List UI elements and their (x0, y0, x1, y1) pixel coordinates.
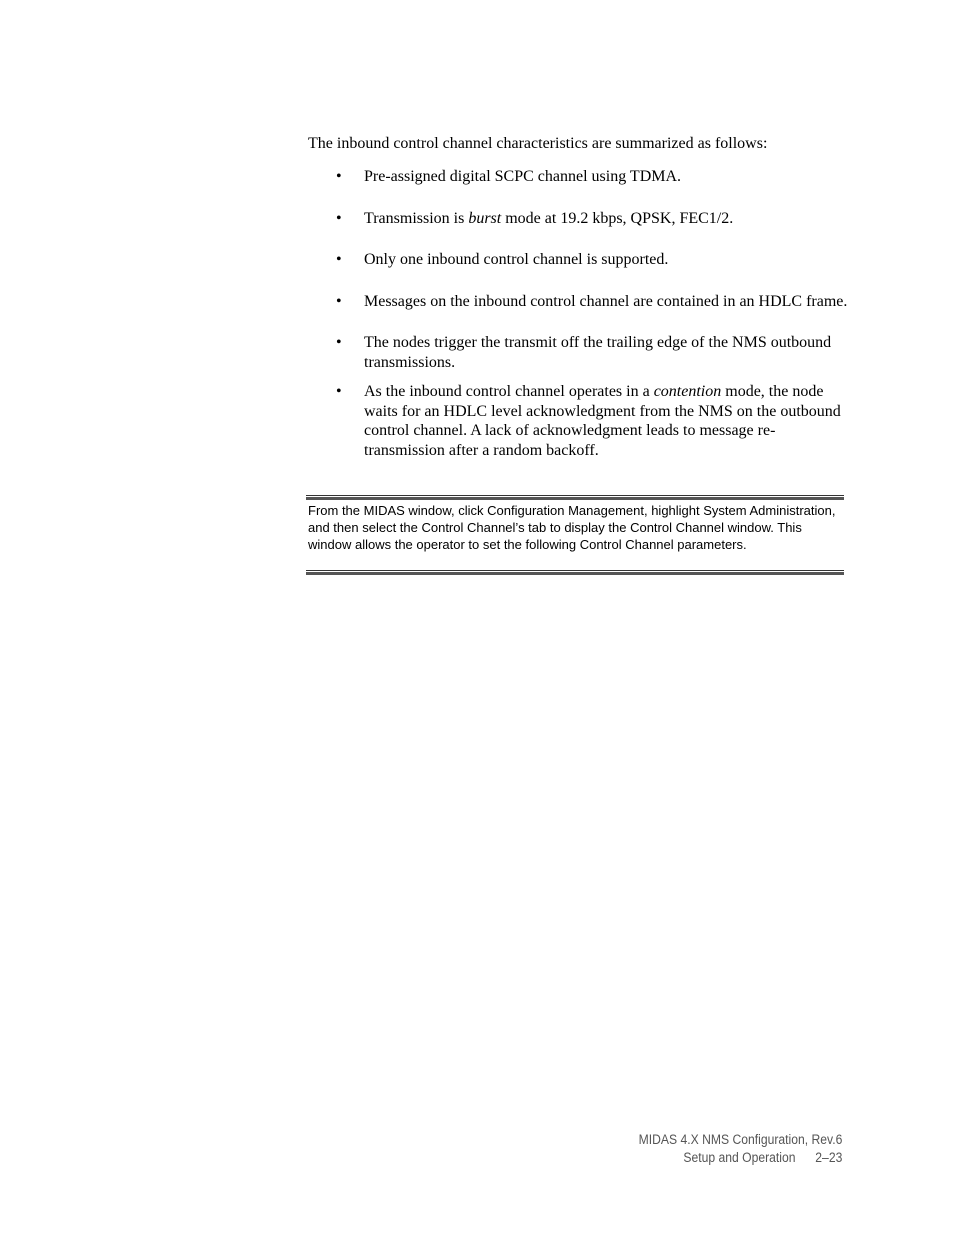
list-item-text: Only one inbound control channel is supported. (364, 251, 669, 268)
list-item-text-after: mode, the node waits for an HDLC level acknowledgment from the NMS on the outbound control channel. A lack of acknowledgment leads to message re-transmission after a random backoff. (364, 383, 841, 459)
procedure-note: From the MIDAS window, click Configuration Management, highlight System Administration, and then select the Control Channel’s tab to display the Control Channel window. This window allows the operator to set the following Control Channel parameters. (308, 503, 836, 552)
intro-paragraph: The inbound control channel characteristics are summarized as follows: (308, 135, 768, 152)
page-number: 2–23 (814, 1149, 842, 1165)
bullet-icon: • (336, 209, 342, 227)
page-footer (638, 1131, 842, 1166)
list-item-text: Pre-assigned digital SCPC channel using TDMA. (364, 168, 682, 185)
list-item (308, 167, 848, 187)
list-item-text: The nodes trigger the transmit off the trailing edge of the NMS outbound transmissions. (364, 334, 832, 371)
list-item-text-before: As the inbound control channel operates in a (364, 383, 654, 400)
note-bottom-rule (306, 570, 844, 575)
list-item (308, 209, 848, 229)
characteristics-list (308, 167, 848, 460)
list-item-emphasis: burst (468, 209, 502, 227)
list-item (308, 292, 848, 312)
list-item-text-after: mode at 19.2 kbps, QPSK, FEC1/2. (501, 209, 734, 227)
bullet-icon: • (336, 334, 342, 351)
bullet-icon: • (336, 383, 342, 400)
list-item (308, 382, 848, 460)
note-top-rule (306, 495, 844, 500)
list-item (308, 333, 848, 372)
list-item-text: Messages on the inbound control channel are contained in an HDLC frame. (364, 292, 848, 310)
list-item-emphasis: contention (653, 383, 722, 400)
bullet-icon: • (336, 251, 342, 268)
bullet-icon: • (336, 292, 342, 310)
list-item (308, 250, 848, 270)
footer-document-title: MIDAS 4.X NMS Configuration, Rev.6 (638, 1132, 842, 1147)
footer-section: Setup and Operation (683, 1149, 796, 1165)
footer-section-line (638, 1149, 842, 1167)
list-item-text-before: Transmission is (364, 209, 469, 227)
bullet-icon: • (336, 168, 342, 185)
